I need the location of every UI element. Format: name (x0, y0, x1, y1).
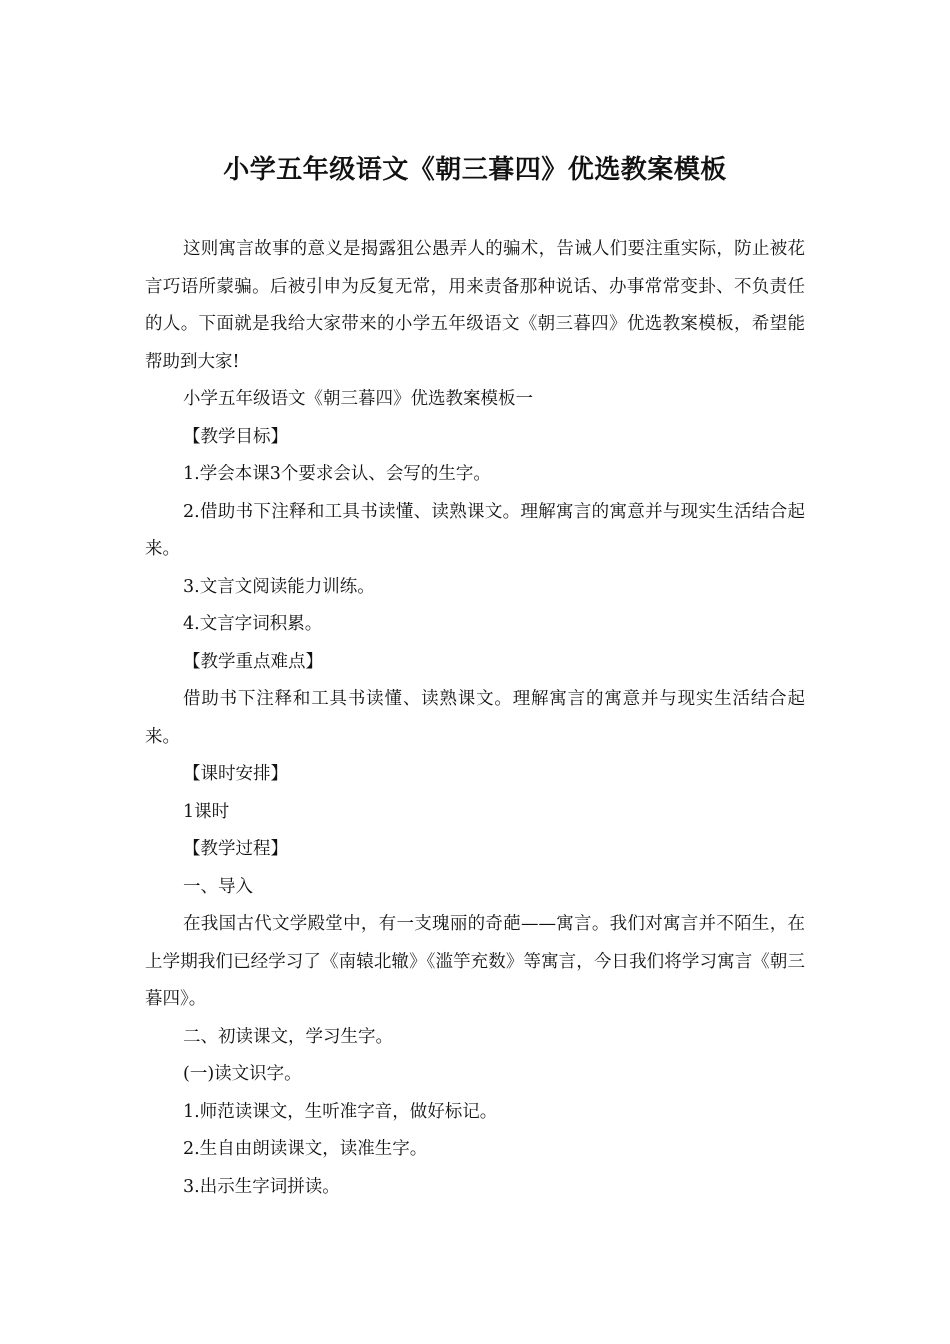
schedule-paragraph: 1课时 (183, 801, 230, 822)
section-heading-key-points: 【教学重点难点】 (183, 651, 323, 672)
process-step-heading: 二、初读课文，学习生字。 (183, 1026, 393, 1047)
document-body (145, 231, 805, 1206)
intro-paragraph: 这则寓言故事的意义是揭露狙公愚弄人的骗术，告诫人们要注重实际，防止被花言巧语所蒙骗。后被引申为反复无常，用来责备那种说话、办事常常变卦、不负责任的人。下面就是我给大家带来的小学五年级语文《朝三暮四》优选教案模板，希望能帮助到大家! (145, 239, 805, 372)
process-item: 3.出示生字词拼读。 (183, 1176, 340, 1197)
document-title: 小学五年级语文《朝三暮四》优选教案模板 (223, 155, 727, 185)
process-item: 1.师范读课文，生听准字音，做好标记。 (183, 1101, 498, 1122)
objective-item: 3.文言文阅读能力训练。 (183, 576, 375, 597)
section-heading-objectives: 【教学目标】 (183, 426, 288, 447)
objective-item: 2.借助书下注释和工具书读懂、读熟课文。理解寓言的寓意并与现实生活结合起来。 (145, 501, 805, 559)
section-heading-schedule: 【课时安排】 (183, 764, 288, 784)
process-step-heading: 一、导入 (183, 876, 253, 897)
process-substep-heading: (一)读文识字。 (183, 1064, 302, 1084)
objective-item: 1.学会本课3个要求会认、会写的生字。 (183, 464, 491, 484)
key-points-paragraph: 借助书下注释和工具书读懂、读熟课文。理解寓言的寓意并与现实生活结合起来。 (145, 689, 805, 747)
process-paragraph: 在我国古代文学殿堂中，有一支瑰丽的奇葩——寓言。我们对寓言并不陌生，在上学期我们已经学习了《南辕北辙》《滥竽充数》等寓言，今日我们将学习寓言《朝三暮四》。 (145, 914, 805, 1009)
process-item: 2.生自由朗读课文，读准生字。 (183, 1139, 428, 1159)
template-heading: 小学五年级语文《朝三暮四》优选教案模板一 (183, 389, 533, 409)
section-heading-process: 【教学过程】 (183, 839, 288, 859)
objective-item: 4.文言字词积累。 (183, 614, 323, 634)
